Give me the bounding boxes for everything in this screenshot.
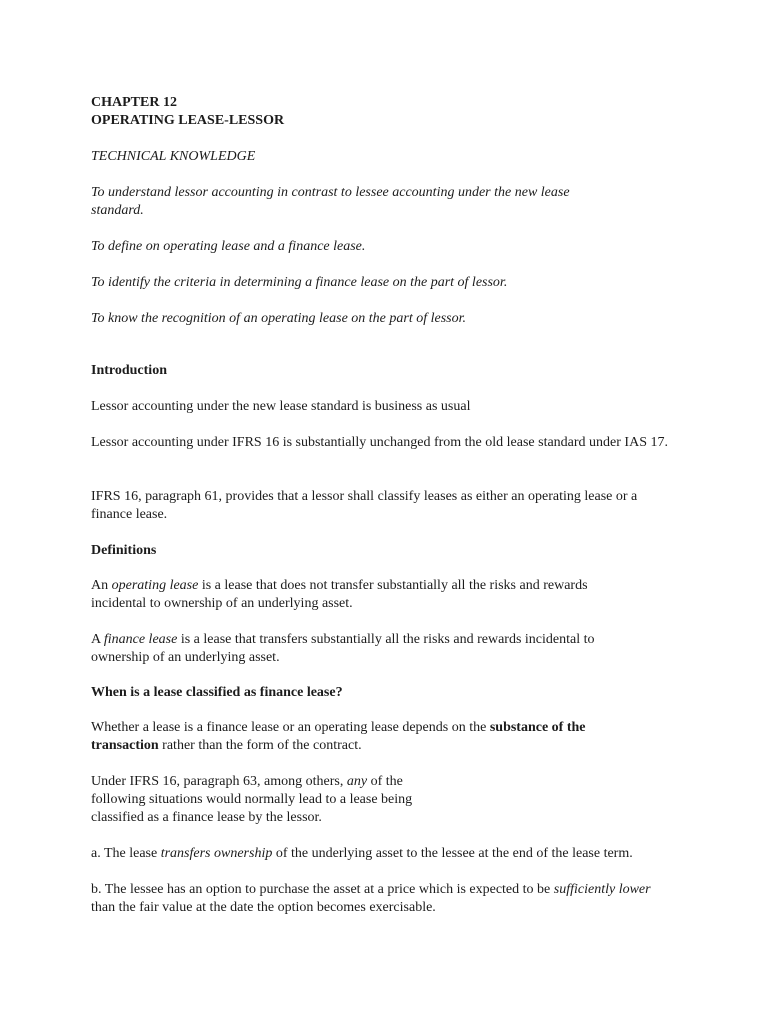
finance-lease-definition: A finance lease is a lease that transfers substantially all the risks and rewards incidental to ownership of an underlying asset. xyxy=(91,632,595,665)
chapter-number: CHAPTER 12 xyxy=(91,95,177,110)
operating-lease-term: operating lease xyxy=(111,578,199,593)
chapter-heading xyxy=(91,94,691,130)
ifrs-63-paragraph: Under IFRS 16, paragraph 63, among others, any of the following situations would normally lead to a lease being classified as a finance lease by the lessor. xyxy=(91,774,413,825)
chapter-title: OPERATING LEASE-LESSOR xyxy=(91,113,285,128)
intro-paragraph-3: IFRS 16, paragraph 61, provides that a lessor shall classify leases as either an operating lease or a finance lease. xyxy=(91,489,638,522)
finance-lease-term: finance lease xyxy=(103,632,178,647)
objective-3: To identify the criteria in determining a finance lease on the part of lessor. xyxy=(91,275,508,290)
technical-knowledge-heading: TECHNICAL KNOWLEDGE xyxy=(91,149,256,164)
criterion-a: a. The lease transfers ownership of the underlying asset to the lessee at the end of the lease term. xyxy=(91,846,633,861)
operating-lease-definition: An operating lease is a lease that does not transfer substantially all the risks and rewards incidental to ownership of an underlying asset. xyxy=(91,578,588,611)
objective-1: To understand lessor accounting in contrast to lessee accounting under the new lease standard. xyxy=(91,185,570,218)
classification-heading: When is a lease classified as finance lease? xyxy=(91,685,343,700)
objective-4: To know the recognition of an operating lease on the part of lessor. xyxy=(91,311,467,326)
introduction-heading: Introduction xyxy=(91,363,167,378)
substance-paragraph: Whether a lease is a finance lease or an operating lease depends on the substance of the transaction rather than the form of the contract. xyxy=(91,720,586,753)
intro-paragraph-2: Lessor accounting under IFRS 16 is substantially unchanged from the old lease standard under IAS 17. xyxy=(91,435,668,450)
intro-paragraph-1: Lessor accounting under the new lease standard is business as usual xyxy=(91,399,471,414)
objective-2: To define on operating lease and a finance lease. xyxy=(91,239,366,254)
criterion-b: b. The lessee has an option to purchase the asset at a price which is expected to be sufficiently lower than the fair value at the date the option becomes exercisable. xyxy=(91,882,651,915)
substance-emphasis: substance of the transaction xyxy=(91,720,586,753)
definitions-heading: Definitions xyxy=(91,543,157,558)
